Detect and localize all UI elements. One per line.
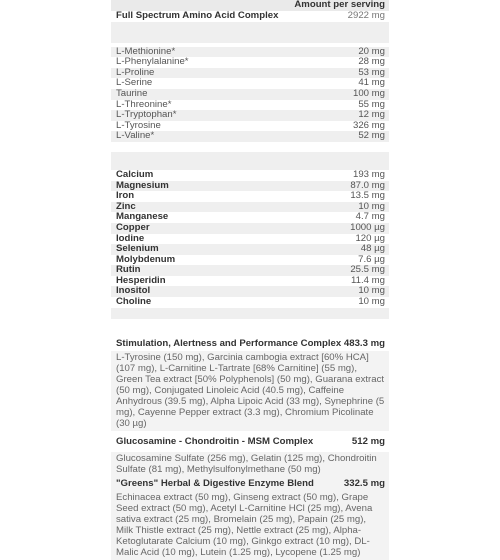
nutrient-value: 2922 mg	[347, 10, 385, 21]
nutrient-value: 10 mg	[358, 296, 385, 308]
nutrient-label: L-Tyrosine	[116, 119, 161, 131]
nutrient-value: 193 mg	[353, 168, 385, 180]
nutrient-label: L-Phenylalanine*	[116, 56, 189, 68]
blend-value: 332.5 mg	[343, 477, 385, 489]
nutrient-value: 1000 µg	[350, 221, 385, 233]
section-spacer	[111, 319, 389, 337]
nutrient-value: 7.6 µg	[358, 253, 385, 265]
nutrient-label: L-Tryptophan*	[116, 109, 177, 121]
nutrient-value: 326 mg	[353, 119, 385, 131]
section-spacer	[111, 142, 389, 152]
table-row	[111, 89, 389, 100]
nutrient-value: 10 mg	[358, 285, 385, 297]
table-row	[111, 212, 389, 223]
nutrient-label: L-Methionine*	[116, 45, 176, 57]
section-spacer	[111, 152, 389, 170]
amount-per-serving-header: Amount per serving	[294, 0, 385, 11]
table-row	[111, 286, 389, 297]
nutrient-label: Copper	[116, 221, 150, 233]
nutrient-label: Choline	[116, 296, 152, 308]
nutrient-value: 28 mg	[358, 56, 385, 68]
table-row	[111, 131, 389, 142]
blend-header-greens	[111, 477, 389, 491]
table-row	[111, 223, 389, 234]
blend-value: 512 mg	[351, 435, 385, 447]
nutrient-label: L-Serine	[116, 77, 153, 89]
nutrient-value: 12 mg	[358, 109, 385, 121]
full-spectrum-row	[111, 11, 389, 22]
nutrient-label: Iodine	[116, 232, 145, 244]
nutrient-label: Manganese	[116, 211, 169, 223]
nutrient-value: 87.0 mg	[350, 179, 385, 191]
blend-list	[111, 337, 389, 560]
nutrient-label: Selenium	[116, 243, 159, 255]
nutrient-label: Zinc	[116, 200, 136, 212]
nutrient-value: 20 mg	[358, 45, 385, 57]
mineral-list	[111, 170, 389, 308]
table-row	[111, 181, 389, 192]
nutrient-label: Molybdenum	[116, 253, 176, 265]
blend-description: L-Tyrosine (150 mg), Garcinia cambogia extract [60% HCA] (107 mg), L-Carnitine L-Tartrate [68% Carnitine] (55 mg), Green Tea extract [50% Polyphenols] (50 mg), Guarana extract (50 mg), Conjugated Linoleic Acid (40.5 mg), Caffeine Anhydrous (39.5 mg), Alpha Lipoic Acid (33 mg), Synephrine (5 mg), Cayenne Pepper extract (3.3 mg), Chromium Picolinate (30 µg)	[111, 351, 389, 431]
supplement-facts-table	[111, 0, 389, 560]
nutrient-label: Hesperidin	[116, 274, 166, 286]
nutrient-value: 52 mg	[358, 130, 385, 142]
table-row	[111, 68, 389, 79]
nutrient-value: 53 mg	[358, 66, 385, 78]
blend-header-stimulation	[111, 337, 389, 351]
blend-label: Glucosamine - Chondroitin - MSM Complex	[116, 435, 314, 447]
nutrient-value: 55 mg	[358, 98, 385, 110]
table-row	[111, 297, 389, 308]
nutrient-label: L-Proline	[116, 66, 155, 78]
nutrient-value: 4.7 mg	[355, 211, 385, 223]
nutrient-value: 11.4 mg	[351, 274, 385, 286]
nutrient-value: 41 mg	[358, 77, 385, 89]
nutrient-label: Taurine	[116, 87, 148, 99]
blend-value: 483.3 mg	[343, 337, 385, 349]
nutrient-label: L-Threonine*	[116, 98, 172, 110]
nutrient-value: 13.5 mg	[350, 190, 385, 202]
section-spacer	[111, 22, 389, 43]
blend-label: Stimulation, Alertness and Performance Complex	[116, 337, 342, 349]
amino-acid-list	[111, 47, 389, 142]
table-row	[111, 255, 389, 266]
nutrient-label: Iron	[116, 190, 135, 202]
nutrient-label: Calcium	[116, 168, 154, 180]
blend-header-glucosamine	[111, 435, 389, 449]
section-spacer	[111, 308, 389, 319]
blend-description: Echinacea extract (50 mg), Ginseng extract (50 mg), Grape Seed extract (50 mg), Acetyl L-Carnitine HCl (25 mg), Avena sativa extract (25 mg), Bromelain (25 mg), Papain (25 mg), Milk Thistle extract (25 mg), Nettle extract (25 mg), Alpha-Ketoglutarate Calcium (10 mg), Ginkgo extract (10 mg), DL-Malic Acid (10 mg), Lutein (1.25 mg), Lycopene (1.25 mg)	[111, 491, 389, 560]
nutrient-label: Magnesium	[116, 179, 169, 191]
table-row	[111, 191, 389, 202]
table-row	[111, 78, 389, 89]
nutrient-value: 120 µg	[355, 232, 385, 244]
nutrient-label: Rutin	[116, 264, 141, 276]
nutrient-value: 100 mg	[353, 87, 385, 99]
nutrient-value: 25.5 mg	[350, 264, 385, 276]
blend-label: "Greens" Herbal & Digestive Enzyme Blend	[116, 477, 314, 489]
table-row	[111, 170, 389, 181]
table-row	[111, 276, 389, 287]
nutrient-value: 48 µg	[360, 243, 385, 255]
nutrient-label: Inositol	[116, 285, 151, 297]
nutrient-value: 10 mg	[358, 200, 385, 212]
nutrient-label: Full Spectrum Amino Acid Complex	[116, 10, 279, 21]
nutrient-label: L-Valine*	[116, 130, 155, 142]
blend-description: Glucosamine Sulfate (256 mg), Gelatin (125 mg), Chondroitin Sulfate (81 mg), Methylsulfonylmethane (50 mg)	[111, 452, 389, 477]
